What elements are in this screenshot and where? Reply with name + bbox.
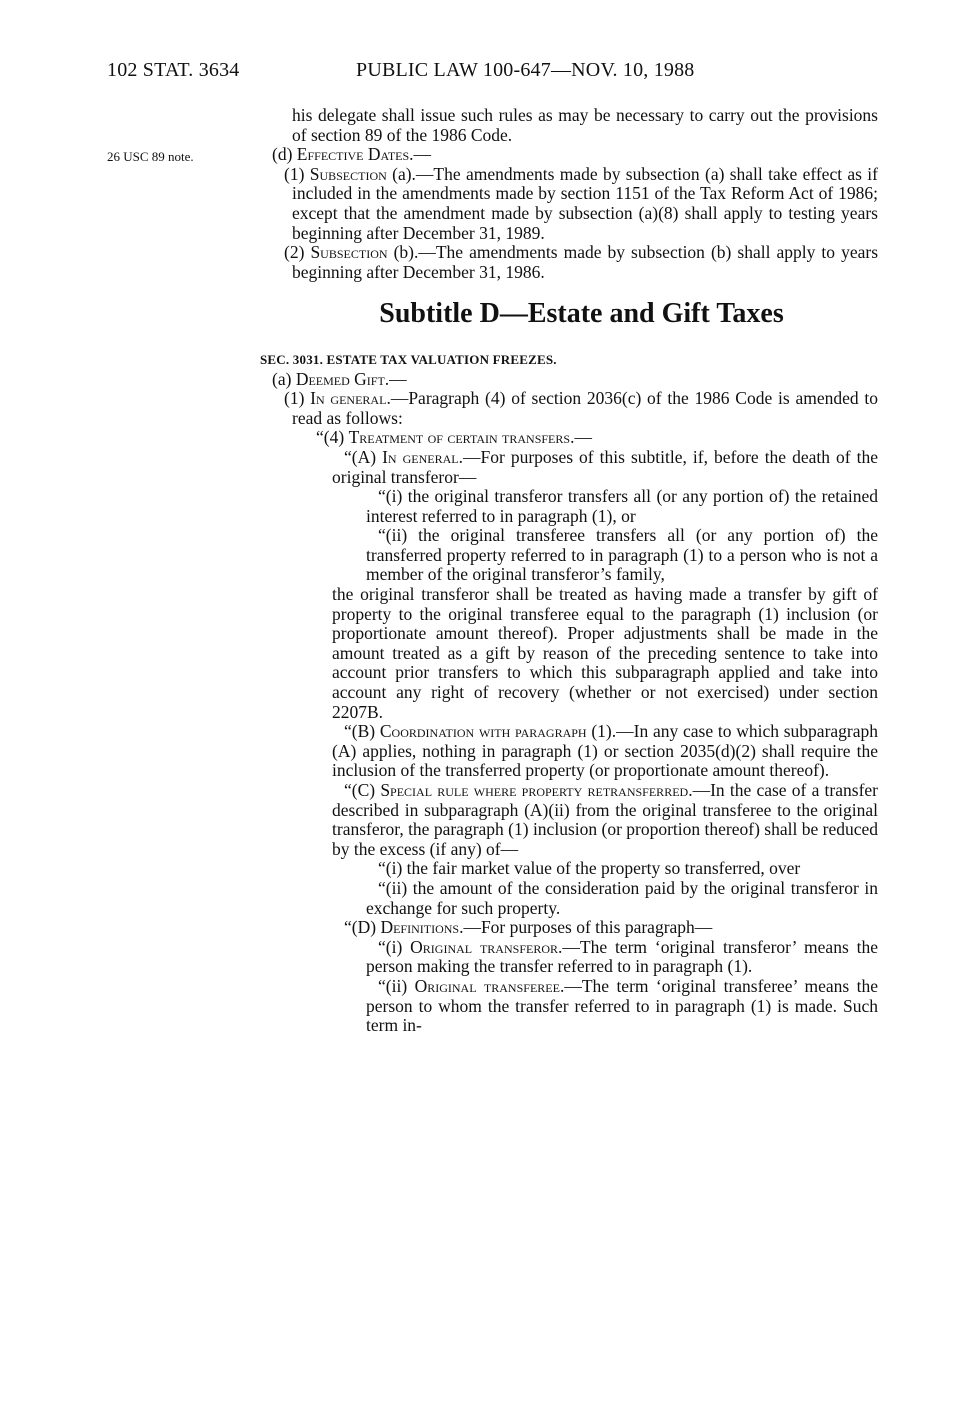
C-prefix: “(C)	[344, 780, 381, 800]
section-heading: SEC. 3031. ESTATE TAX VALUATION FREEZES.	[260, 351, 557, 367]
D-prefix: “(D)	[344, 917, 381, 938]
B-title: Coordination with paragraph (1)	[379, 721, 612, 742]
D-i-text: .—The term ‘original transferor’ means the person making the transfer referred to in paragraph (1).	[366, 936, 878, 977]
subtitle-heading: Subtitle D—Estate and Gift Taxes	[379, 298, 784, 330]
a-suffix: .—	[384, 368, 407, 389]
subsection-a-heading	[260, 370, 878, 390]
body-text	[260, 106, 878, 1036]
a1-title: In general	[310, 388, 387, 409]
C-title: Special rule where property retransferred	[380, 780, 689, 800]
margin-note: 26 USC 89 note.	[107, 149, 194, 164]
B-prefix: “(B)	[344, 721, 380, 742]
clause-D-i	[260, 938, 878, 977]
a1-text: .—Paragraph (4) of section 2036(c) of the 1986 Code is amended to read as follows:	[292, 388, 878, 428]
A-text: .—For purposes of this subtitle, if, before the death of the original transferor—	[332, 446, 878, 487]
D-i-prefix: “(i)	[378, 936, 411, 957]
D-text: .—For purposes of this paragraph—	[459, 917, 713, 938]
paragraph-4-heading	[260, 428, 878, 448]
subsection-d-prefix: (d)	[272, 144, 297, 165]
q4-title: Treatment of certain transfers	[348, 427, 571, 448]
subparagraph-A-tail: the original transferor shall be treated as having made a transfer by gift of property to the original transferee equal to the paragraph (1) inclusion (or proportionate amount thereof). Proper adjustments shall be made in the amount treated as a gift by reason of the preceding sentence to take into account prior transfers to which this subparagraph applied and take into account any right of recovery (whether or not exercised) under section 2207B.	[332, 584, 878, 722]
subparagraph-B	[260, 722, 878, 781]
D-ii-text: .—The term ‘original transferee’ means the person to whom the transfer referred to in paragraph (1) is made. Such term in-	[366, 975, 878, 1036]
D-i-title: Original transferor	[410, 936, 558, 957]
A-prefix: “(A)	[344, 446, 383, 467]
clause-A-ii: “(ii) the original transferee transfers all (or any portion of) the transferred property referred to in paragraph (1) to a person who is not a member of the original transferor’s family,	[366, 525, 878, 585]
law-title: PUBLIC LAW 100-647—NOV. 10, 1988	[356, 59, 695, 81]
D-ii-prefix: “(ii)	[378, 975, 415, 996]
d1-prefix: (1)	[284, 163, 310, 184]
subsection-d-heading	[260, 145, 878, 165]
d2-prefix: (2)	[284, 242, 311, 263]
a-title: Deemed Gift	[295, 368, 385, 389]
subsection-d-suffix: .—	[409, 144, 432, 165]
paragraph-d2	[260, 243, 878, 282]
q4-suffix: .—	[570, 427, 592, 448]
a1-prefix: (1)	[284, 388, 311, 409]
q4-prefix: “(4)	[316, 427, 349, 448]
clause-C-i: “(i) the fair market value of the property so transferred, over	[378, 858, 801, 879]
page-reference: 102 STAT. 3634	[107, 59, 240, 81]
A-title: In general	[382, 446, 459, 467]
d1-text: (a).—The amendments made by subsection (a) shall take effect as if included in the amendments made by section 1151 of the Tax Reform Act of 1986; except that the amendment made by subsection (a)(8) shall apply to testing years beginning after December 31, 1989.	[292, 163, 878, 243]
B-text: .—In any case to which subparagraph (A) applies, nothing in paragraph (1) or section 2035(d)(2) shall require the inclusion of the transferred property (or proportionate amount thereof).	[332, 721, 879, 781]
a-prefix: (a)	[272, 368, 296, 389]
subparagraph-A	[260, 448, 878, 487]
paragraph-continuation: his delegate shall issue such rules as may be necessary to carry out the provisions of section 89 of the 1986 Code.	[292, 105, 878, 145]
d2-title: Subsection	[310, 242, 388, 263]
clause-C-ii: “(ii) the amount of the consideration paid by the original transferor in exchange for such property.	[366, 877, 878, 918]
paragraph-d1	[260, 165, 878, 243]
d2-text: (b).—The amendments made by subsection (b) shall apply to years beginning after December 31, 1986.	[292, 242, 878, 282]
d1-title: Subsection	[309, 163, 387, 184]
subparagraph-C	[260, 781, 878, 859]
clause-D-ii	[260, 977, 878, 1036]
subsection-d-title: Effective Dates	[296, 144, 410, 165]
D-title: Definitions	[380, 917, 460, 938]
subparagraph-D	[260, 918, 878, 938]
clause-A-i: “(i) the original transferor transfers all (or any portion of) the retained interest referred to in paragraph (1), or	[366, 486, 878, 526]
D-ii-title: Original transferee	[414, 975, 560, 996]
C-text: .—In the case of a transfer described in subparagraph (A)(ii) from the original transferee to the original transferor, the paragraph (1) inclusion (or proportion thereof) shall be reduced by the excess (if any) of—	[332, 780, 878, 859]
paragraph-a1	[260, 389, 878, 428]
